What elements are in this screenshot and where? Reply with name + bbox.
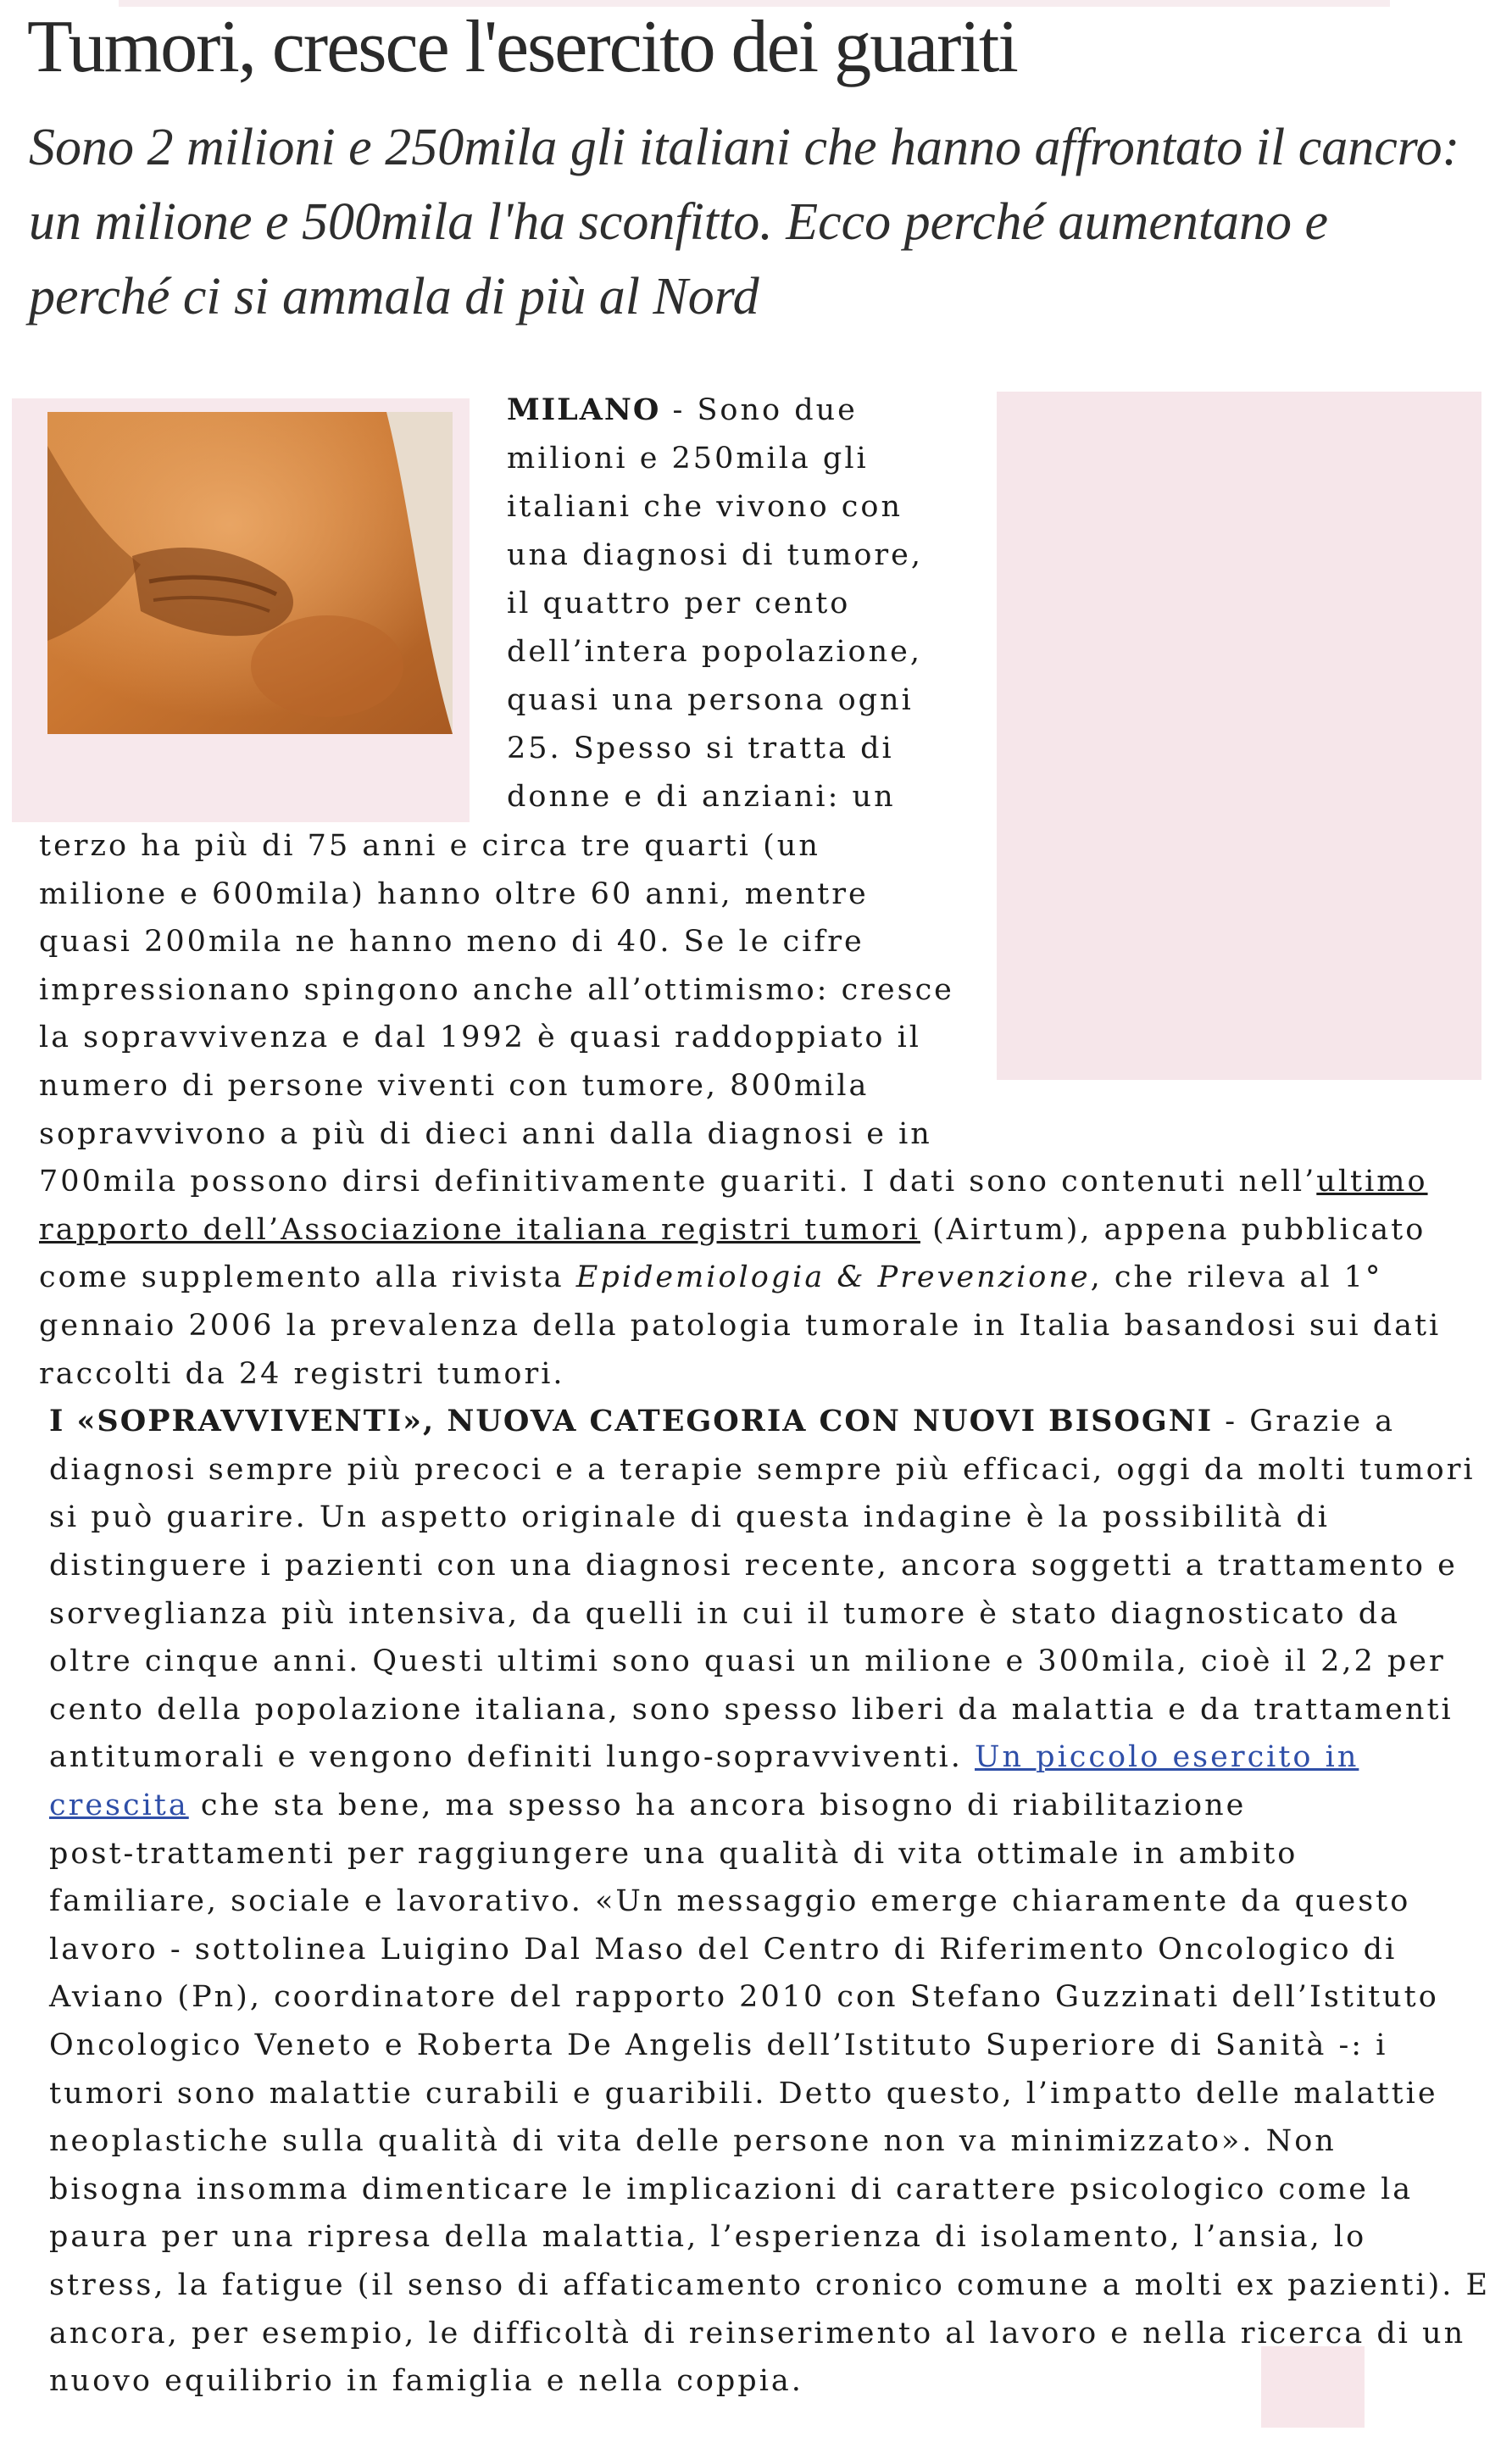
article-text: quasi 200mila ne hanno meno di 40. Se le cifre — [39, 925, 864, 960]
article-line — [49, 2315, 1465, 2352]
article-text: 25. Spesso si tratta di — [507, 732, 894, 765]
article-link[interactable]: rapporto dell’Associazione italiana registri tumori — [39, 1212, 920, 1247]
article-line — [49, 1739, 1359, 1776]
article-line — [49, 1691, 1454, 1728]
journal-title: Epidemiologia & Prevenzione — [575, 1260, 1091, 1295]
article-line — [49, 2171, 1413, 2208]
article-text: (Airtum), appena pubblicato — [920, 1212, 1426, 1247]
article-line — [39, 1115, 932, 1153]
article-line — [507, 682, 914, 719]
article-photo — [47, 412, 453, 734]
article-line — [39, 1019, 921, 1056]
article-line — [39, 876, 869, 913]
article-text: nuovo equilibrio in famiglia e nella coppia. — [49, 2364, 803, 2399]
article-text: lavoro - sottolinea Luigino Dal Maso del Centro di Riferimento Oncologico di — [49, 1932, 1398, 1967]
article-line — [39, 1211, 1426, 1249]
article-line — [49, 2218, 1366, 2256]
article-text: Oncologico Veneto e Roberta De Angelis dell’Istituto Superiore di Sanità -: i — [49, 2028, 1388, 2062]
headline: Tumori, cresce l'esercito dei guariti — [27, 6, 1017, 88]
article-text: neoplastiche sulla qualità di vita delle persone non va minimizzato». Non — [49, 2124, 1337, 2159]
article-text: che sta bene, ma spesso ha ancora bisogno di riabilitazione — [188, 1789, 1247, 1822]
article-text: 700mila possono dirsi definitivamente guariti. I dati sono contenuti nell’ — [39, 1165, 1317, 1199]
article-link[interactable]: crescita — [49, 1789, 189, 1822]
article-line — [49, 1643, 1446, 1680]
article-text: milione e 600mila) hanno oltre 60 anni, mentre — [39, 876, 869, 911]
article-text: numero di persone viventi con tumore, 800mila — [39, 1069, 870, 1103]
article-line — [49, 1883, 1410, 1920]
article-link[interactable]: ultimo — [1316, 1165, 1428, 1199]
article-line — [49, 1595, 1400, 1633]
article-line — [49, 2075, 1438, 2112]
article-text: la sopravvivenza e dal 1992 è quasi raddoppiato il — [39, 1021, 921, 1055]
article-text: ancora, per esempio, le difficoltà di reinserimento al lavoro e nella ricerca di un — [49, 2316, 1466, 2351]
article-text: italiani che vivono con — [507, 490, 903, 524]
article-text: distinguere i pazienti con una diagnosi recente, ancora soggetti a trattamento e — [49, 1549, 1458, 1583]
article-line — [49, 1978, 1439, 2016]
article-text: si può guarire. Un aspetto originale di questa indagine è la possibilità di — [49, 1500, 1330, 1535]
bold-lead: MILANO — [507, 392, 661, 427]
article-text: una diagnosi di tumore, — [507, 538, 923, 572]
article-text: milioni e 250mila gli — [507, 442, 869, 476]
woman-self-exam-photo — [47, 412, 453, 734]
article-line — [507, 537, 923, 574]
article-line — [39, 827, 820, 865]
article-text: gennaio 2006 la prevalenza della patologia tumorale in Italia basandosi sui dati — [39, 1309, 1442, 1343]
article-text: dell’intera popolazione, — [507, 635, 922, 669]
article-text: cento della popolazione italiana, sono spesso liberi da malattia e da trattamenti — [49, 1692, 1454, 1727]
article-line — [49, 1547, 1458, 1584]
ad-placeholder-box — [997, 392, 1481, 1080]
article-line — [507, 778, 896, 815]
article-text: sorveglianza più intensiva, da quelli in cui il tumore è stato diagnosticato da — [49, 1596, 1400, 1631]
article-text: - Grazie a — [1213, 1405, 1396, 1439]
article-line — [49, 1499, 1330, 1536]
article-text: - Sono due — [660, 393, 858, 427]
article-line — [39, 971, 954, 1009]
article-line — [49, 1931, 1397, 1968]
article-line — [49, 1787, 1246, 1824]
article-line — [49, 2362, 803, 2400]
article-line — [507, 585, 850, 622]
article-line — [507, 440, 869, 477]
article-line — [49, 1451, 1476, 1488]
article-line — [49, 1835, 1298, 1872]
article-text: raccolti da 24 registri tumori. — [39, 1356, 565, 1391]
article-text: quasi una persona ogni — [507, 683, 914, 717]
article-link[interactable]: Un piccolo esercito in — [975, 1740, 1359, 1775]
article-text: impressionano spingono anche all’ottimismo: cresce — [39, 972, 954, 1007]
article-text: paura per una ripresa della malattia, l’esperienza di isolamento, l’ansia, lo — [49, 2220, 1367, 2255]
article-line — [39, 1355, 565, 1393]
bold-lead: I «SOPRAVVIVENTI», NUOVA CATEGORIA CON NUOVI BISOGNI — [49, 1404, 1214, 1439]
article-line — [49, 2267, 1490, 2304]
article-text: familiare, sociale e lavorativo. «Un messaggio emerge chiaramente da questo — [49, 1884, 1411, 1919]
article-line — [507, 633, 922, 670]
scan-mark-bottom — [1261, 2346, 1365, 2428]
article-line — [507, 730, 894, 767]
article-line — [507, 392, 858, 429]
article-text: donne e di anziani: un — [507, 780, 896, 814]
article-line — [49, 2027, 1387, 2064]
article-text: , che rileva al 1° — [1090, 1260, 1383, 1295]
article-text: oltre cinque anni. Questi ultimi sono quasi un milione e 300mila, cioè il 2,2 per — [49, 1644, 1446, 1679]
article-line — [39, 1307, 1441, 1344]
subheadline: Sono 2 milioni e 250mila gli italiani che hanno affrontato il cancro: un milione e 500mila l'ha sconfitto. Ecco perché aumentano e perché ci si ammala di più al Nord — [29, 119, 1460, 325]
article-text: tumori sono malattie curabili e guaribili. Detto questo, l’impatto delle malattie — [49, 2076, 1438, 2111]
article-text: sopravvivono a più di dieci anni dalla diagnosi e in — [39, 1116, 932, 1151]
article-text: terzo ha più di 75 anni e circa tre quarti (un — [39, 829, 820, 863]
article-line — [39, 1163, 1428, 1200]
article-line — [49, 1403, 1395, 1440]
article-line — [49, 2122, 1337, 2160]
article-line — [39, 1259, 1382, 1296]
article-line — [39, 1067, 869, 1104]
article-text: diagnosi sempre più precoci e a terapie sempre più efficaci, oggi da molti tumori — [49, 1452, 1476, 1487]
article-text: il quattro per cento — [507, 587, 851, 620]
article-text: Aviano (Pn), coordinatore del rapporto 2010 con Stefano Guzzinati dell’Istituto — [49, 1980, 1439, 2015]
article-text: post-trattamenti per raggiungere una qualità di vita ottimale in ambito — [49, 1836, 1298, 1871]
article-line — [39, 923, 864, 960]
article-text: come supplemento alla rivista — [39, 1260, 576, 1295]
article-text: antitumorali e vengono definiti lungo-sopravviventi. — [49, 1740, 976, 1775]
article-line — [507, 488, 903, 526]
article-text: bisogna insomma dimenticare le implicazioni di carattere psicologico come la — [49, 2172, 1414, 2206]
article-text: stress, la fatigue (il senso di affaticamento cronico comune a molti ex pazienti). E — [49, 2268, 1491, 2302]
